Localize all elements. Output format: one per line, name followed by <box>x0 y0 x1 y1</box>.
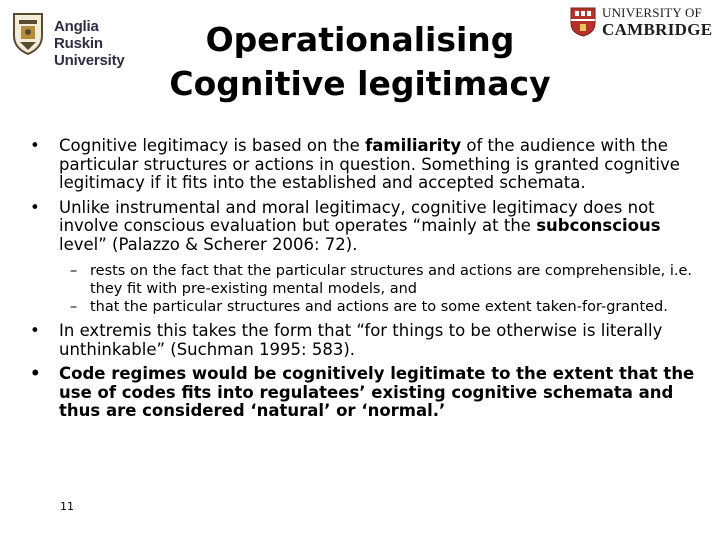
sub-bullet-item <box>30 298 705 316</box>
sub-bullet-marker: – <box>70 299 78 315</box>
bullet-marker: • <box>30 321 40 340</box>
bullet-marker: • <box>30 197 40 217</box>
bullet-emphasis: familiarity <box>365 136 462 155</box>
bullet-marker: • <box>30 364 41 383</box>
bullet-item <box>30 199 705 255</box>
bullet-emphasis: subconscious <box>536 216 661 235</box>
cambridge-line1: UNIVERSITY OF <box>602 5 702 20</box>
bullet-text: level” (Palazzo & Scherer 2006: 72). <box>59 234 358 254</box>
bullet-text: In extremis this takes the form that “for things to be otherwise is literally unthinkable” (Suchman 1995: 583). <box>59 321 663 359</box>
bullet-text: Code regimes would be cognitively legitimate to the extent that the use of codes fits into regulatees’ existing cognitive schemata and thus are considered ‘natural’ or ‘normal.’ <box>59 364 695 420</box>
sub-bullet-text: that the particular structures and actions are to some extent taken-for-granted. <box>90 299 668 315</box>
bullet-text: of the audience with the particular structures or actions in question. Something is granted cognitive legitimacy if it fits into the established and accepted schemata. <box>59 136 680 192</box>
bullet-text: Cognitive legitimacy is based on the <box>59 136 366 155</box>
bullet-item <box>30 137 705 193</box>
bullet-item <box>30 322 705 359</box>
bullet-text: Unlike instrumental and moral legitimacy, cognitive legitimacy does not involve conscious evaluation but operates “mainly at the <box>59 197 655 235</box>
cambridge-logo <box>568 4 716 40</box>
slide-body <box>30 137 705 421</box>
bullet-marker: • <box>30 136 40 155</box>
sub-bullet-marker: – <box>70 263 78 279</box>
slide-title-line2: Cognitive legitimacy <box>169 64 551 103</box>
sub-bullet-item <box>30 262 705 298</box>
bullet-item <box>30 365 705 421</box>
anglia-ruskin-wordmark <box>54 18 148 69</box>
sub-bullet-text: rests on the fact that the particular structures and actions are comprehensible, i.e. they fit with pre-existing mental models, and <box>90 263 693 297</box>
anglia-ruskin-line2: University <box>54 52 125 69</box>
page-number: 11 <box>60 500 74 513</box>
anglia-ruskin-logo <box>8 8 148 69</box>
slide-title <box>140 18 580 106</box>
cambridge-line2: CAMBRIDGE <box>602 20 713 39</box>
slide-title-line1: Operationalising <box>205 20 515 59</box>
anglia-ruskin-line1: Anglia Ruskin <box>54 18 103 52</box>
anglia-ruskin-crest-icon <box>8 10 48 56</box>
